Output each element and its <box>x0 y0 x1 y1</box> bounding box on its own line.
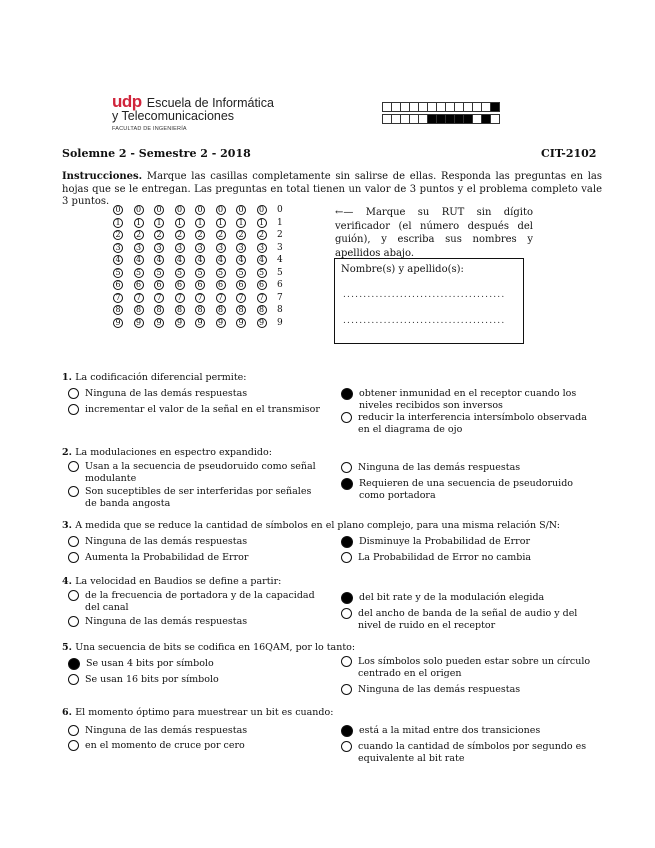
rut-bubble[interactable]: 0 <box>195 205 205 215</box>
rut-digit-row <box>113 279 283 292</box>
rut-bubble[interactable]: 7 <box>257 293 267 303</box>
exam-title: Solemne 2 - Semestre 2 - 2018 <box>62 147 251 160</box>
rut-digit-row <box>113 242 283 255</box>
empty-bubble-icon[interactable] <box>68 590 79 601</box>
rut-bubble[interactable]: 3 <box>134 243 144 253</box>
rut-digit-label: 5 <box>277 267 283 278</box>
rut-bubble[interactable]: 8 <box>216 305 226 315</box>
rut-digit-label: 9 <box>277 317 283 328</box>
empty-bubble-icon[interactable] <box>68 404 79 415</box>
rut-bubble[interactable]: 6 <box>154 280 164 290</box>
rut-bubble[interactable]: 3 <box>195 243 205 253</box>
option-label: cuando la cantidad de símbolos por segundo es equivalente al bit rate <box>358 741 587 764</box>
filled-bubble-icon[interactable] <box>341 478 353 490</box>
question-1-option-2[interactable] <box>68 404 320 416</box>
rut-bubble[interactable]: 7 <box>175 293 185 303</box>
name-line-2: ........................................ <box>343 316 506 326</box>
rut-bubble[interactable]: 1 <box>236 218 246 228</box>
question-number: 3. <box>62 520 76 531</box>
empty-bubble-icon[interactable] <box>68 388 79 399</box>
rut-bubble[interactable]: 6 <box>134 280 144 290</box>
question-4-option-4[interactable] <box>341 608 593 632</box>
option-label: Ninguna de las demás respuestas <box>358 462 521 473</box>
question-1-option-4[interactable] <box>341 412 593 436</box>
question-number: 5. <box>62 642 76 653</box>
question-2-option-4[interactable] <box>341 478 593 502</box>
rut-bubble[interactable]: 1 <box>154 218 164 228</box>
question-4-option-3[interactable] <box>341 592 593 604</box>
marker-grid-row-1 <box>383 102 500 112</box>
rut-bubble[interactable]: 7 <box>216 293 226 303</box>
rut-bubble[interactable]: 5 <box>216 268 226 278</box>
rut-digit-label: 6 <box>277 280 283 291</box>
question-4-option-2[interactable] <box>68 616 320 628</box>
rut-bubble[interactable]: 2 <box>134 230 144 240</box>
rut-bubble[interactable]: 5 <box>195 268 205 278</box>
rut-bubble[interactable]: 3 <box>113 243 123 253</box>
rut-bubble[interactable]: 4 <box>154 255 164 265</box>
question-5-option-4[interactable] <box>341 684 593 696</box>
instructions-label: Instrucciones. <box>62 171 143 182</box>
empty-bubble-icon[interactable] <box>68 674 79 685</box>
empty-bubble-icon[interactable] <box>341 741 352 752</box>
question-2-option-2[interactable] <box>68 486 320 510</box>
rut-digit-row <box>113 304 283 317</box>
question-prompt: La modulaciones en espectro expandido: <box>75 447 272 458</box>
name-label: Nombre(s) y apellido(s): <box>341 264 464 275</box>
option-label: de la frecuencia de portadora y de la capacidad del canal <box>85 590 315 613</box>
empty-bubble-icon[interactable] <box>68 740 79 751</box>
rut-bubble[interactable]: 0 <box>257 205 267 215</box>
instructions-text: Marque las casillas completamente sin salirse de ellas. Responda las preguntas en las hojas que se le entregan. Las preguntas en total tienen un valor de 3 puntos y el problema completo vale 3 puntos. <box>62 171 602 207</box>
rut-bubble[interactable]: 8 <box>154 305 164 315</box>
question-2-text <box>62 447 602 458</box>
rut-digit-label: 3 <box>277 242 283 253</box>
rut-bubble[interactable]: 6 <box>113 280 123 290</box>
rut-bubble[interactable]: 4 <box>175 255 185 265</box>
empty-bubble-icon[interactable] <box>68 552 79 563</box>
logo-faculty: FACULTAD DE INGENIERÍA <box>112 126 187 132</box>
question-3-text <box>62 520 602 531</box>
rut-bubble[interactable]: 7 <box>236 293 246 303</box>
option-label: Usan a la secuencia de pseudoruido como señal modulante <box>85 461 316 484</box>
question-prompt: La velocidad en Baudios se define a partir: <box>75 576 282 587</box>
rut-bubble[interactable]: 7 <box>134 293 144 303</box>
rut-bubble[interactable]: 8 <box>175 305 185 315</box>
rut-bubble[interactable]: 3 <box>257 243 267 253</box>
rut-bubble[interactable]: 0 <box>134 205 144 215</box>
rut-bubble[interactable]: 3 <box>216 243 226 253</box>
rut-bubble[interactable]: 9 <box>134 318 144 328</box>
rut-bubble[interactable]: 8 <box>236 305 246 315</box>
question-5-option-3[interactable] <box>341 656 593 680</box>
rut-bubble[interactable]: 1 <box>216 218 226 228</box>
rut-bubble[interactable]: 4 <box>216 255 226 265</box>
rut-bubble[interactable]: 8 <box>195 305 205 315</box>
rut-bubble[interactable]: 2 <box>216 230 226 240</box>
rut-bubble[interactable]: 7 <box>195 293 205 303</box>
empty-bubble-icon[interactable] <box>68 616 79 627</box>
option-label: está a la mitad entre dos transiciones <box>359 725 541 736</box>
rut-bubble[interactable]: 8 <box>113 305 123 315</box>
name-box[interactable] <box>334 258 524 344</box>
rut-bubble[interactable]: 6 <box>195 280 205 290</box>
rut-bubble[interactable]: 5 <box>236 268 246 278</box>
rut-bubble[interactable]: 8 <box>257 305 267 315</box>
logo-line2: y Telecomunicaciones <box>112 109 235 123</box>
rut-bubble[interactable]: 5 <box>113 268 123 278</box>
rut-bubble[interactable]: 4 <box>195 255 205 265</box>
option-label: Ninguna de las demás respuestas <box>85 616 248 627</box>
rut-digit-row <box>113 204 283 217</box>
rut-digit-label: 7 <box>277 292 283 303</box>
rut-bubble[interactable]: 6 <box>257 280 267 290</box>
option-label: Requieren de una secuencia de pseudoruido como portadora <box>359 478 574 501</box>
empty-bubble-icon[interactable] <box>68 725 79 736</box>
rut-bubble[interactable]: 3 <box>154 243 164 253</box>
option-label: incrementar el valor de la señal en el transmisor <box>85 404 320 415</box>
marker-cell <box>490 102 500 112</box>
rut-bubble[interactable]: 1 <box>195 218 205 228</box>
rut-bubble[interactable]: 5 <box>134 268 144 278</box>
question-number: 2. <box>62 447 76 458</box>
logo-brand: udp <box>112 92 142 111</box>
option-label: en el momento de cruce por cero <box>85 740 245 751</box>
option-label: Ninguna de las demás respuestas <box>358 684 521 695</box>
rut-digit-row <box>113 229 283 242</box>
option-label: Ninguna de las demás respuestas <box>85 388 248 399</box>
rut-digit-label: 8 <box>277 305 283 316</box>
filled-bubble-icon[interactable] <box>341 592 353 604</box>
rut-digit-row <box>113 254 283 267</box>
course-code: CIT-2102 <box>541 147 597 160</box>
question-prompt: Una secuencia de bits se codifica en 16QAM, por lo tanto: <box>75 642 356 653</box>
question-5-option-2[interactable] <box>68 674 320 686</box>
rut-bubble[interactable]: 2 <box>236 230 246 240</box>
question-2-option-3[interactable] <box>341 462 593 474</box>
rut-bubble[interactable]: 3 <box>236 243 246 253</box>
option-label: reducir la interferencia intersímbolo observada en el diagrama de ojo <box>358 412 587 435</box>
marker-cell <box>490 114 500 124</box>
rut-digit-label: 4 <box>277 255 283 266</box>
option-label: Se usan 4 bits por símbolo <box>86 658 214 669</box>
option-label: obtener inmunidad en el receptor cuando los niveles recibidos son inversos <box>359 388 577 411</box>
rut-digit-label: 0 <box>277 205 283 216</box>
question-2-option-1[interactable] <box>68 461 320 485</box>
rut-digit-row <box>113 292 283 305</box>
option-label: Aumenta la Probabilidad de Error <box>85 552 249 563</box>
question-6-option-2[interactable] <box>68 740 320 752</box>
option-label: del bit rate y de la modulación elegida <box>359 592 545 603</box>
instructions <box>62 171 602 209</box>
question-5-text <box>62 642 602 653</box>
rut-bubble[interactable]: 0 <box>216 205 226 215</box>
rut-digit-label: 1 <box>277 217 283 228</box>
rut-bubble[interactable]: 2 <box>113 230 123 240</box>
rut-bubble[interactable]: 5 <box>175 268 185 278</box>
rut-bubble[interactable]: 6 <box>216 280 226 290</box>
rut-bubble[interactable]: 8 <box>134 305 144 315</box>
option-label: Son suceptibles de ser interferidas por señales de banda angosta <box>85 486 312 509</box>
rut-bubble[interactable]: 5 <box>257 268 267 278</box>
empty-bubble-icon[interactable] <box>341 608 352 619</box>
empty-bubble-icon[interactable] <box>68 536 79 547</box>
filled-bubble-icon[interactable] <box>341 536 353 548</box>
empty-bubble-icon[interactable] <box>341 552 352 563</box>
rut-bubble[interactable]: 9 <box>257 318 267 328</box>
rut-bubble[interactable]: 4 <box>113 255 123 265</box>
rut-bubble[interactable]: 4 <box>134 255 144 265</box>
empty-bubble-icon[interactable] <box>341 684 352 695</box>
rut-bubble[interactable]: 4 <box>257 255 267 265</box>
empty-bubble-icon[interactable] <box>68 461 79 472</box>
name-line-1: ........................................ <box>343 290 506 300</box>
rut-digit-row <box>113 317 283 330</box>
question-number: 6. <box>62 707 76 718</box>
rut-bubble[interactable]: 1 <box>113 218 123 228</box>
rut-bubble[interactable]: 1 <box>134 218 144 228</box>
rut-bubble[interactable]: 6 <box>236 280 246 290</box>
rut-bubble[interactable]: 1 <box>175 218 185 228</box>
option-label: Ninguna de las demás respuestas <box>85 725 248 736</box>
empty-bubble-icon[interactable] <box>341 656 352 667</box>
question-6-option-3[interactable] <box>341 725 593 737</box>
rut-bubble[interactable]: 1 <box>257 218 267 228</box>
rut-bubble[interactable]: 0 <box>175 205 185 215</box>
question-number: 4. <box>62 576 76 587</box>
rut-instructions: ←— Marque su RUT sin dígito verificador (el número después del guión), y escriba sus nombres y apellidos abajo. <box>335 207 533 259</box>
rut-digit-row <box>113 267 283 280</box>
rut-bubble-grid <box>113 204 283 329</box>
rut-bubble[interactable]: 0 <box>154 205 164 215</box>
rut-digit-row <box>113 217 283 230</box>
empty-bubble-icon[interactable] <box>68 486 79 497</box>
question-6-option-1[interactable] <box>68 725 320 737</box>
question-6-text <box>62 707 602 718</box>
question-1-option-3[interactable] <box>341 388 593 412</box>
question-prompt: La codificación diferencial permite: <box>75 372 247 383</box>
filled-bubble-icon[interactable] <box>68 658 80 670</box>
logo-line1: Escuela de Informática <box>146 96 274 110</box>
rut-bubble[interactable]: 9 <box>236 318 246 328</box>
rut-bubble[interactable]: 2 <box>195 230 205 240</box>
rut-bubble[interactable]: 2 <box>257 230 267 240</box>
question-3-option-2[interactable] <box>68 552 320 564</box>
rut-bubble[interactable]: 5 <box>154 268 164 278</box>
rut-bubble[interactable]: 7 <box>154 293 164 303</box>
question-5-option-1[interactable] <box>68 658 320 670</box>
question-1-text <box>62 372 602 383</box>
question-4-option-1[interactable] <box>68 590 320 614</box>
rut-bubble[interactable]: 9 <box>113 318 123 328</box>
rut-bubble[interactable]: 9 <box>216 318 226 328</box>
option-label: del ancho de banda de la señal de audio y del nivel de ruido en el receptor <box>358 608 578 631</box>
rut-bubble[interactable]: 9 <box>175 318 185 328</box>
question-3-option-1[interactable] <box>68 536 320 548</box>
marker-grid-row-2 <box>383 114 500 124</box>
rut-bubble[interactable]: 3 <box>175 243 185 253</box>
question-number: 1. <box>62 372 76 383</box>
empty-bubble-icon[interactable] <box>341 412 352 423</box>
question-3-option-4[interactable] <box>341 552 593 564</box>
rut-bubble[interactable]: 2 <box>175 230 185 240</box>
rut-bubble[interactable]: 2 <box>154 230 164 240</box>
option-label: La Probabilidad de Error no cambia <box>358 552 532 563</box>
rut-bubble[interactable]: 4 <box>236 255 246 265</box>
option-label: Disminuye la Probabilidad de Error <box>359 536 530 547</box>
option-label: Los símbolos solo pueden estar sobre un círculo centrado en el origen <box>358 656 591 679</box>
option-label: Ninguna de las demás respuestas <box>85 536 248 547</box>
rut-bubble[interactable]: 0 <box>113 205 123 215</box>
question-1-option-1[interactable] <box>68 388 320 400</box>
question-prompt: El momento óptimo para muestrear un bit es cuando: <box>75 707 334 718</box>
school-logo <box>112 92 312 138</box>
rut-bubble[interactable]: 0 <box>236 205 246 215</box>
rut-bubble[interactable]: 7 <box>113 293 123 303</box>
question-4-text <box>62 576 602 587</box>
filled-bubble-icon[interactable] <box>341 388 353 400</box>
filled-bubble-icon[interactable] <box>341 725 353 737</box>
option-label: Se usan 16 bits por símbolo <box>85 674 219 685</box>
question-6-option-4[interactable] <box>341 741 593 765</box>
question-3-option-3[interactable] <box>341 536 593 548</box>
rut-bubble[interactable]: 9 <box>195 318 205 328</box>
empty-bubble-icon[interactable] <box>341 462 352 473</box>
rut-bubble[interactable]: 6 <box>175 280 185 290</box>
question-prompt: A medida que se reduce la cantidad de símbolos en el plano complejo, para una misma relación S/N: <box>75 520 560 531</box>
rut-bubble[interactable]: 9 <box>154 318 164 328</box>
rut-digit-label: 2 <box>277 230 283 241</box>
